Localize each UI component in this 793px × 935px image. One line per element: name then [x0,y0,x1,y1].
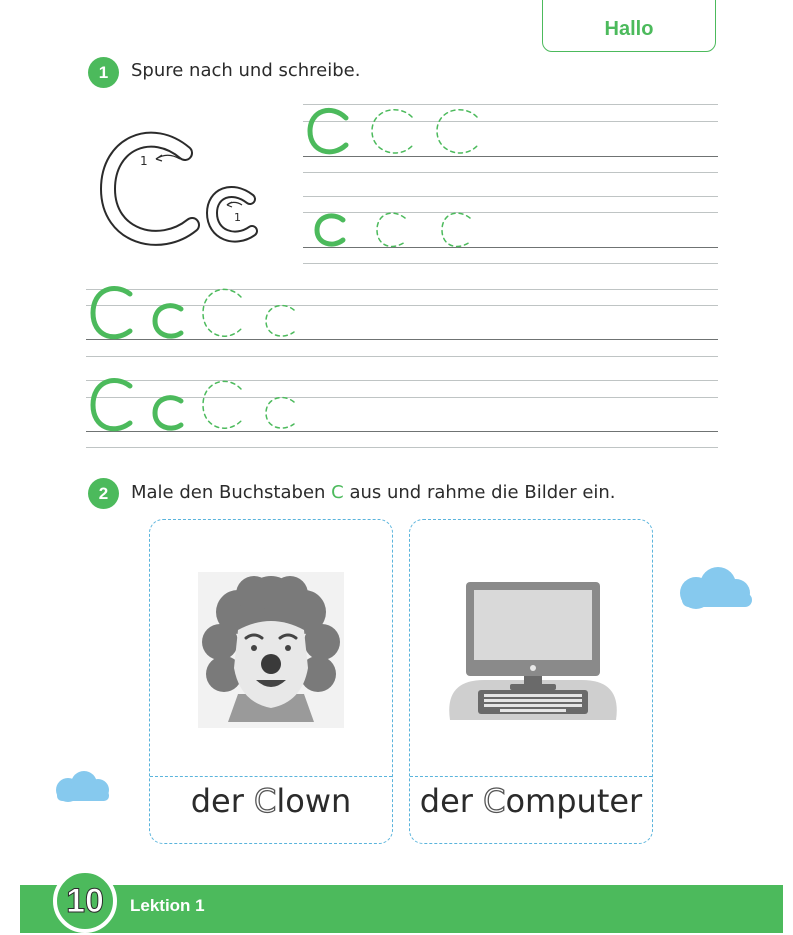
card-word-article: der [419,782,484,820]
card-word-article: der [190,782,255,820]
picture-card-clown[interactable] [149,519,393,844]
solid-uppercase-c [93,288,130,336]
task-1-instruction: Spure nach und schreibe. [131,60,361,81]
dashed-lowercase-c [266,306,294,337]
card-word-initial-outline[interactable]: C [254,782,277,820]
section-tab-label: Hallo [604,18,654,40]
lesson-label: Lektion 1 [130,896,205,915]
card-divider [410,776,652,777]
task-2-letter: C [331,482,344,503]
card-word-computer [410,782,652,820]
solid-lowercase-c [155,306,181,336]
computer-icon [444,580,622,722]
solid-uppercase-c [310,110,346,151]
task-1-number: 1 [88,57,119,88]
task-2-text-after: aus und rahme die Bilder ein. [343,482,616,503]
dashed-lowercase-c [377,213,405,246]
picture-card-computer[interactable] [409,519,653,844]
solid-uppercase-c [93,380,130,428]
card-word-clown [150,782,392,820]
dashed-uppercase-c [372,110,412,153]
card-word-rest: omputer [505,782,643,820]
task-2-instruction [131,482,616,503]
task-2-number: 2 [88,478,119,509]
clown-face-icon [198,572,344,728]
svg-text:1: 1 [140,154,148,168]
cloud-icon [52,770,114,804]
cloud-icon [674,565,758,611]
card-divider [150,776,392,777]
dashed-uppercase-c [437,110,477,153]
svg-text:1: 1 [234,211,241,224]
dashed-uppercase-c [203,381,241,428]
page-number-badge [53,869,117,933]
lowercase-c-solid [317,216,343,244]
solid-lowercase-c [155,398,181,428]
card-word-rest: lown [276,782,352,820]
dashed-lowercase-c [442,213,470,246]
page-number: 10 [66,881,104,920]
task-2-text-before: Male den Buchstaben [131,482,332,503]
card-word-initial-outline[interactable]: C [483,782,506,820]
dashed-uppercase-c [203,289,241,336]
dashed-lowercase-c [266,398,294,429]
